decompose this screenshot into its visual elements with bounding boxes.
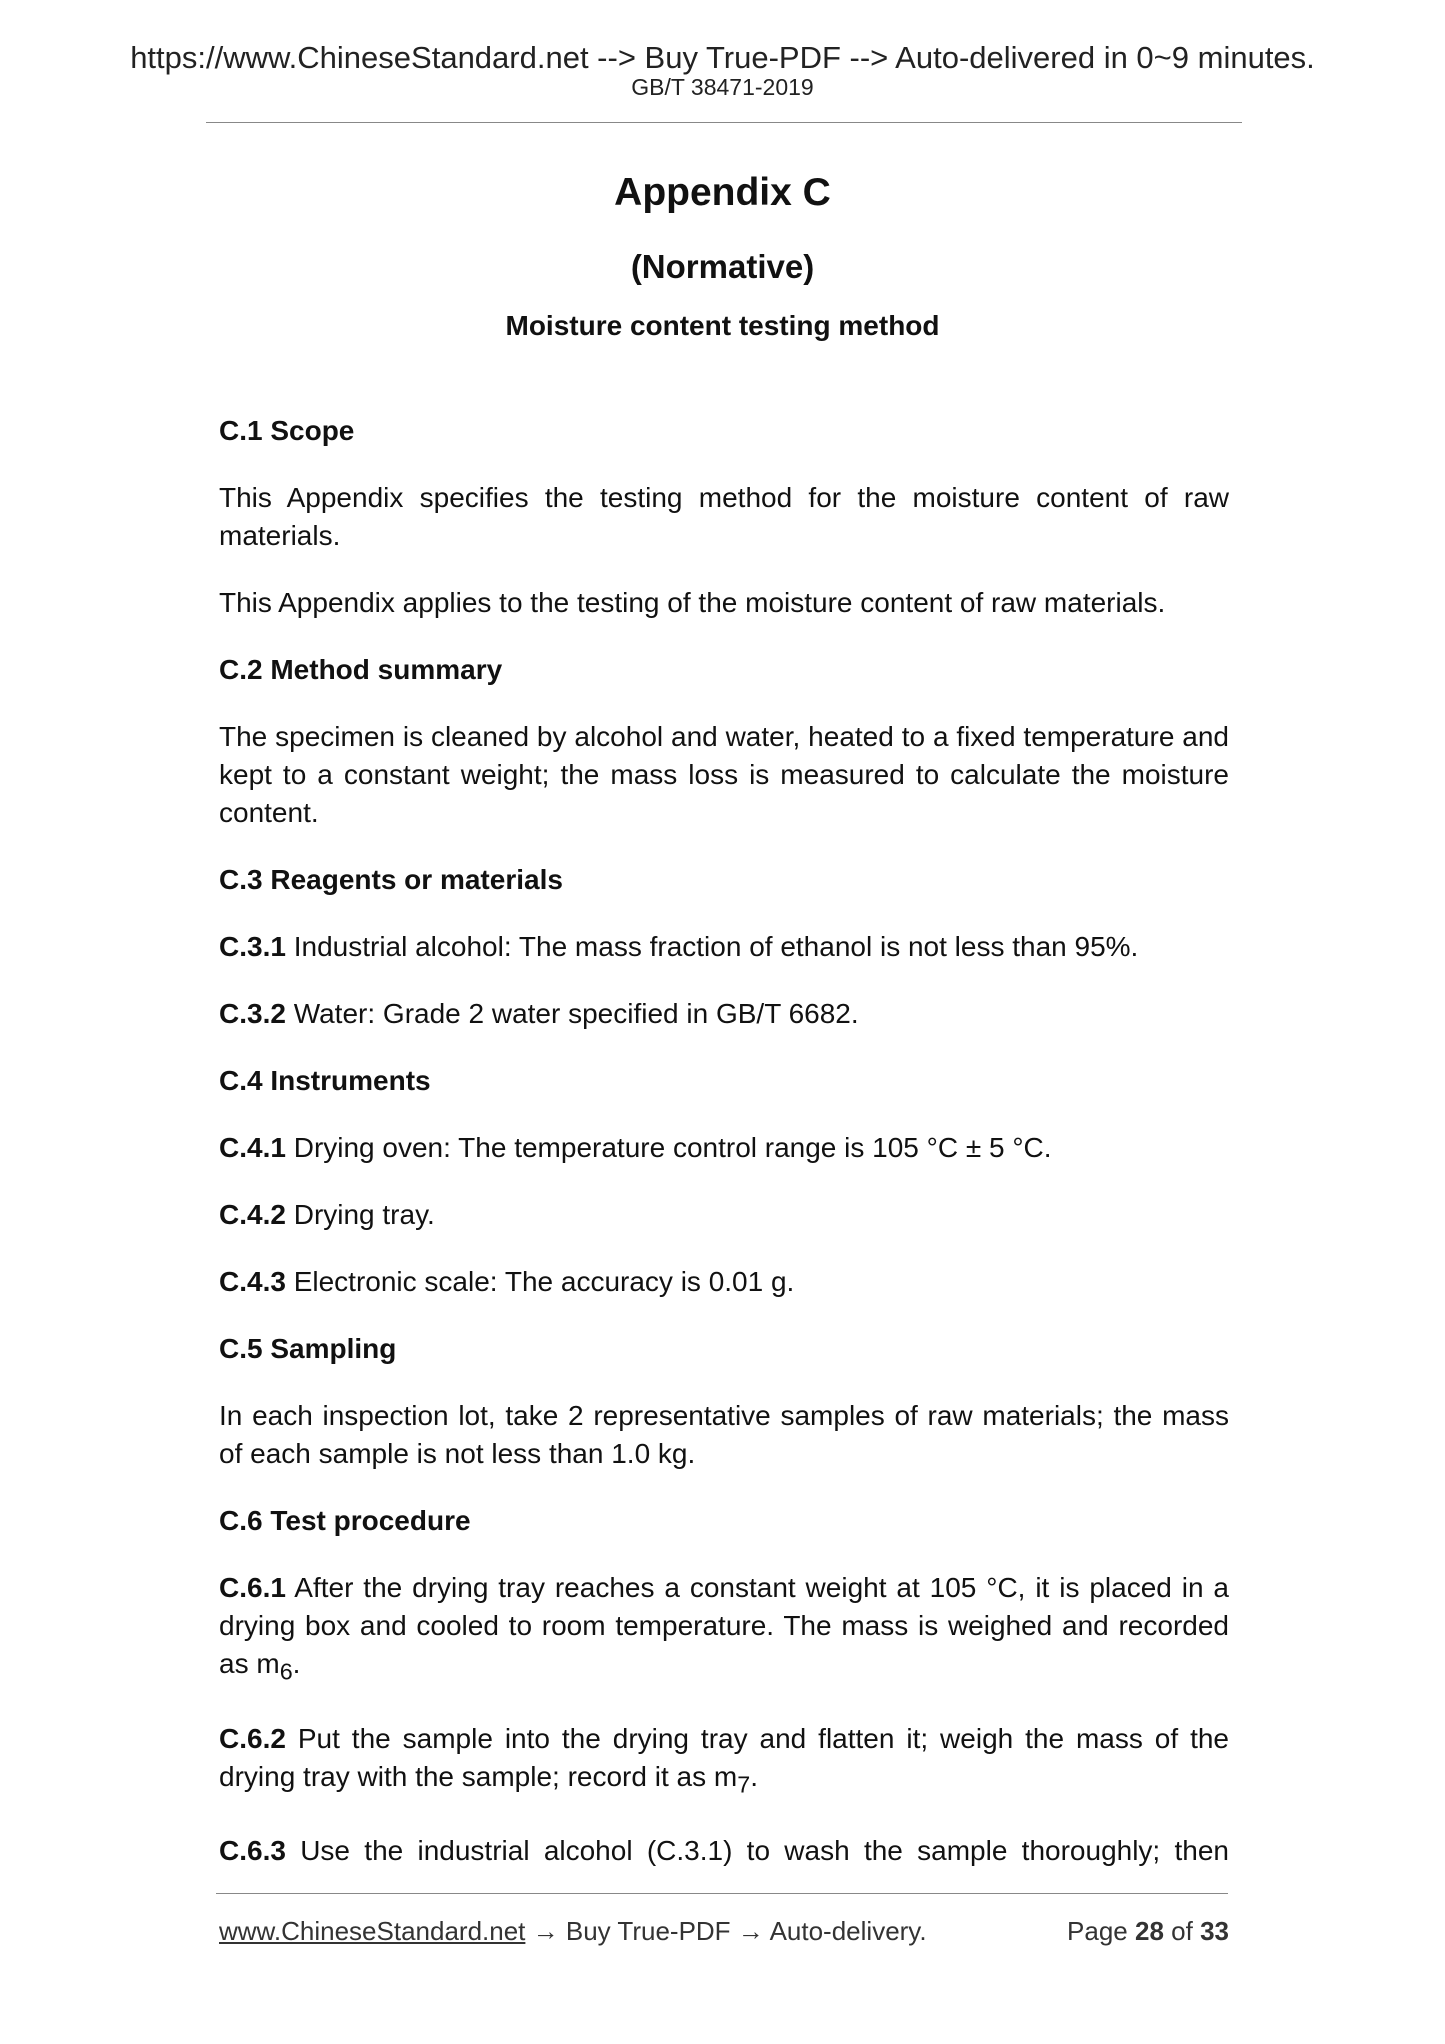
clause-c4-3 [219,1263,1229,1301]
clause-c6-1 [219,1569,1229,1691]
footer-site-link[interactable]: www.ChineseStandard.net [219,1916,526,1946]
clause-text-end: . [292,1648,301,1679]
header-divider [206,122,1242,123]
clause-number: C.6.3 [219,1835,286,1867]
clause-number: C.3.2 [219,998,286,1029]
section-heading-c6: C.6 Test procedure [219,1505,471,1536]
paragraph: In each inspection lot, take 2 representative samples of raw materials; the mass of each sample is not less than 1.0 kg. [219,1400,1229,1469]
section-heading-c3: C.3 Reagents or materials [219,864,563,895]
page-indicator [1067,1915,1229,1947]
clause-text: Electronic scale: The accuracy is 0.01 g. [285,1266,795,1297]
clause-text: Industrial alcohol: The mass fraction of ethanol is not less than 95%. [285,931,1139,962]
clause-c6-2 [219,1720,1229,1804]
subscript: 6 [279,1658,293,1685]
clause-number: C.6.2 [219,1722,286,1754]
clause-c3-1 [219,928,1229,966]
standard-code: GB/T 38471-2019 [631,74,814,100]
paragraph: The specimen is cleaned by alcohol and water, heated to a fixed temperature and kept to a constant weight; the mass loss is measured to calculate the moisture content. [219,721,1229,828]
document-body [219,412,1229,1899]
of-label: of [1171,1916,1193,1946]
paragraph: This Appendix applies to the testing of the moisture content of raw materials. [219,587,1166,618]
clause-text: Water: Grade 2 water specified in GB/T 6682. [285,998,859,1029]
page-footer [219,1915,1229,1947]
clause-number: C.6.1 [219,1572,286,1603]
clause-text: After the drying tray reaches a constant weight at 105 °C, it is placed in a drying box and cooled to room temperature. The mass is weighed and recorded as m [219,1572,1229,1679]
section-heading-c4: C.4 Instruments [219,1065,431,1096]
clause-number: C.4.1 [219,1132,286,1163]
appendix-type: (Normative) [630,248,815,285]
clause-text: Drying oven: The temperature control range is 105 °C ± 5 °C. [285,1132,1052,1163]
clause-c6-3 [219,1832,1229,1870]
source-banner: https://www.ChineseStandard.net --> Buy True-PDF --> Auto-delivered in 0~9 minutes. [130,40,1315,75]
section-heading-c2: C.2 Method summary [219,654,503,685]
page-number: 28 [1135,1916,1164,1946]
appendix-name: Moisture content testing method [505,310,940,341]
page-total: 33 [1200,1916,1229,1946]
clause-text: Use the industrial alcohol (C.3.1) to wash the sample thoroughly; then [285,1835,1229,1867]
clause-c4-2 [219,1196,1229,1234]
clause-c4-1 [219,1129,1229,1167]
clause-c3-2 [219,995,1229,1033]
clause-text: Drying tray. [285,1199,435,1230]
paragraph: This Appendix specifies the testing method for the moisture content of raw materials. [219,482,1229,551]
clause-number: C.3.1 [219,931,286,962]
clause-text-end: . [750,1760,758,1792]
clause-text: Put the sample into the drying tray and flatten it; weigh the mass of the drying tray with the sample; record it as m [219,1722,1229,1792]
page-label: Page [1067,1916,1128,1946]
appendix-title: Appendix C [614,171,831,214]
footer-tagline: → Buy True-PDF → Auto-delivery. [525,1916,927,1946]
clause-number: C.4.3 [219,1266,286,1297]
section-heading-c1: C.1 Scope [219,415,355,446]
subscript: 7 [737,1771,751,1798]
section-heading-c5: C.5 Sampling [219,1333,397,1364]
footer-divider [216,1893,1228,1894]
clause-number: C.4.2 [219,1199,286,1230]
